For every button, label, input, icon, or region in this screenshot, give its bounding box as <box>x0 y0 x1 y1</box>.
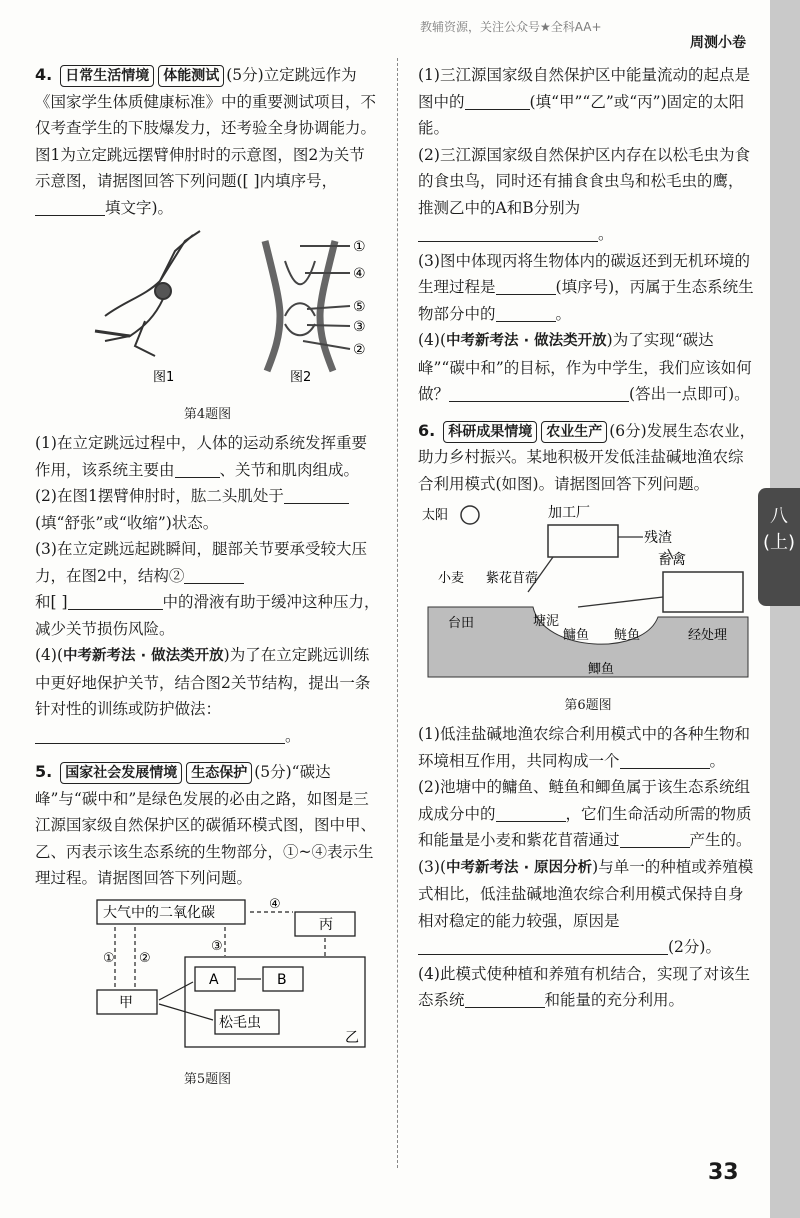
q4-s4-text: 为了在立定跳远训练中更好地保护关节，结合图2关节结构，提出一条针对性的训练或防护做法： <box>35 646 371 718</box>
q4-s3-text: (3)在立定跳远起跳瞬间，腿部关节要承受较大压力，在图2中，结构② <box>35 540 367 585</box>
label-3: ③ <box>353 319 366 335</box>
livestock-label: 畜禽 <box>658 552 686 568</box>
q6-s2-end: 产生的。 <box>689 831 752 849</box>
q4-intro <box>35 62 380 221</box>
left-column <box>35 62 380 1096</box>
q5-tag-context: 国家社会发展情境 <box>60 762 182 784</box>
q5-s4-end: (答出一点即可)。 <box>629 385 750 403</box>
bighead-label: 鳙鱼 <box>563 628 590 643</box>
q5-sub4: (4)(中考新考法 · 做法类开放)为了实现“碳达峰”“碳中和”的目标，作为中学生，我们应该如何做？ (答出一点即可)。 <box>418 331 752 403</box>
q6-s3-end: (2分)。 <box>668 938 721 956</box>
barn-icon <box>663 572 743 612</box>
page-edge <box>770 0 800 1218</box>
blank[interactable] <box>35 197 105 216</box>
num-4: ④ <box>269 896 281 912</box>
fig2-caption: 图2 <box>290 370 312 385</box>
q5-s1-text: (1)三江源国家级自然保护区中能量流动的起点是图中的 <box>418 66 750 111</box>
q5-tag-topic: 生态保护 <box>186 762 252 784</box>
right-column <box>418 62 758 1014</box>
sun-label: 太阳 <box>422 508 449 523</box>
blank[interactable] <box>449 383 629 402</box>
q4-tag-context: 日常生活情境 <box>60 65 154 87</box>
q4-number: 4. <box>35 65 53 84</box>
caterpillar-box: 松毛虫 <box>219 1014 261 1031</box>
co2-box: 大气中的二氧化碳 <box>103 904 215 921</box>
page-number: 33 <box>708 1160 739 1185</box>
blank[interactable] <box>418 936 668 955</box>
column-divider <box>397 58 398 1168</box>
q6-s3-tag: 中考新考法 · 原因分析 <box>446 859 593 876</box>
q6-s1-text: (1)低洼盐碱地渔农综合利用模式中的各种生物和环境相互作用，共同构成一个 <box>418 725 750 770</box>
q6-s2-mid: ，它们生命活动所需的物质和能量是小麦和紫花苜蓿通过 <box>418 804 752 849</box>
q5-intro <box>35 759 380 892</box>
q6-sub1 <box>418 721 758 774</box>
q6-sub4 <box>418 961 758 1014</box>
blank[interactable] <box>35 725 285 744</box>
q5-s1-end: (填“甲”“乙”或“丙”)固定的太阳能。 <box>418 92 745 137</box>
q4-s4-tag: 中考新考法 · 做法类开放 <box>63 648 224 664</box>
q4-tag-topic: 体能测试 <box>158 65 224 87</box>
q4-sub1 <box>35 430 380 483</box>
q6-s3-text: 与单一的种植或养殖模式相比，低洼盐碱地渔农综合利用模式保持自身相对稳定的能力较强，原因是 <box>418 857 754 930</box>
num-2: ② <box>139 950 151 966</box>
field-label: 台田 <box>448 616 475 631</box>
q6-intro-text: (6分)发展生态农业，助力乡村振兴。某地积极开发低洼盐碱地渔农综合利用模式(如图)。请据图回答下列问题。 <box>418 421 756 493</box>
jumper-figure <box>95 231 200 356</box>
blank[interactable] <box>284 485 349 504</box>
q6-caption: 第6题图 <box>564 697 612 713</box>
blank[interactable] <box>175 459 220 478</box>
alfalfa-label: 紫花苜蓿 <box>486 571 539 586</box>
q5-s3-text: (3)图中体现丙将生物体内的碳返还到无机环境的生理过程是 <box>418 251 750 296</box>
q6-tag-context: 科研成果情境 <box>443 421 537 443</box>
fig1-caption: 图1 <box>153 370 175 385</box>
blank[interactable] <box>465 91 530 110</box>
q5-s2-text: (2)三江源国家级自然保护区内存在以松毛虫为食的食虫鸟，同时还有捕食食虫鸟和松毛虫的鹰，推测乙中的A和B分别为 <box>418 145 750 217</box>
q4-sub2 <box>35 483 380 536</box>
q6-sub3: (3)(中考新考法 · 原因分析)与单一的种植或养殖模式相比，低洼盐碱地渔农综合利用模式保持自身相对稳定的能力较强，原因是(2分)。 <box>418 857 754 956</box>
factory-label: 加工厂 <box>548 505 590 521</box>
blank[interactable] <box>184 565 244 584</box>
label-4: ④ <box>353 266 366 282</box>
q5-number: 5. <box>35 762 53 781</box>
q6-s2-text: (2)池塘中的鳙鱼、鲢鱼和鲫鱼属于该生态系统组成成分中的 <box>418 778 750 823</box>
q4-intro-text: (5分)立定跳远作为《国家学生体质健康标准》中的重要测试项目，不仅考查学生的下肢爆发力，还考验全身协调能力。图1为立定跳远摆臂伸肘时的示意图，图2为关节示意图，请据图回答下列问题([ ]内填序号， <box>35 66 377 190</box>
mud-label: 塘泥 <box>533 614 560 629</box>
jia-box: 甲 <box>119 994 133 1011</box>
q6-number: 6. <box>418 420 436 440</box>
sun-icon <box>461 506 479 524</box>
num-1: ① <box>103 950 115 966</box>
crucian-label: 鲫鱼 <box>588 662 615 677</box>
wheat-label: 小麦 <box>438 571 465 586</box>
q6-s1-end: 。 <box>709 751 726 770</box>
q5-sub3 <box>418 248 758 328</box>
blank[interactable] <box>68 591 163 610</box>
top-notice: 教辅资源，关注公众号★全科AA+ <box>420 20 602 34</box>
q5-sub1 <box>418 62 758 142</box>
blank[interactable] <box>620 750 710 769</box>
q6-intro <box>418 418 758 498</box>
q5-s3-mid: (填序号)，丙属于生态系统生物部分中的 <box>418 278 754 323</box>
residue-label: 残渣 <box>644 530 672 546</box>
chapter-tab: 八(上) <box>758 488 800 606</box>
q6-s4-text: (4)此模式使种植和养殖有机结合，实现了对该生态系统 <box>418 964 750 1009</box>
q4-sub3 <box>35 536 380 642</box>
label-5: ⑤ <box>353 299 366 315</box>
q4-caption: 第4题图 <box>183 406 232 422</box>
q4-s2-end: (填“舒张”或“收缩”)状态。 <box>35 513 219 532</box>
q5-intro-text: (5分)“碳达峰”与“碳中和”是绿色发展的必由之路，如图是三江源国家级自然保护区的碳循环模式图，图中甲、乙、丙表示该生态系统的生物部分，①~④表示生理过程。请据图回答下列问题。 <box>35 763 377 887</box>
q5-sub2 <box>418 142 758 248</box>
q4-figures <box>35 221 380 391</box>
silver-label: 鲢鱼 <box>614 628 641 643</box>
q4-s3-end: 中的滑液有助于缓冲这种压力，减少关节损伤风险。 <box>35 593 380 638</box>
joint-figure <box>265 241 350 371</box>
blank[interactable] <box>496 803 566 822</box>
blank[interactable] <box>418 223 598 242</box>
q6-sub2 <box>418 774 758 854</box>
treat-label: 经处理 <box>688 628 728 643</box>
q6-farm-diagram <box>418 497 758 682</box>
factory-icon <box>548 525 618 557</box>
q4-s3-mid: 和[ ] <box>35 593 68 611</box>
q4-s1-text: (1)在立定跳远过程中，人体的运动系统发挥重要作用，该系统主要由 <box>35 434 367 479</box>
blank[interactable] <box>620 829 690 848</box>
q4-s1-end: 、关节和肌肉组成。 <box>219 460 360 479</box>
q5-s4-text: 为了实现“碳达峰”“碳中和”的目标，作为中学生，我们应该如何做？ <box>418 331 752 403</box>
q6-s4-end: 和能量的充分利用。 <box>544 991 685 1009</box>
q4-sub4: (4)(中考新考法 · 做法类开放)为了在立定跳远训练中更好地保护关节，结合图2关节结构，提出一条针对性的训练或防护做法：。 <box>35 646 371 745</box>
label-2: ② <box>353 342 366 358</box>
header-label: 周测小卷 <box>690 35 746 51</box>
q5-carbon-diagram <box>35 892 380 1057</box>
q5-s2-end: 。 <box>598 225 614 243</box>
blank[interactable] <box>465 989 545 1008</box>
q5-caption: 第5题图 <box>183 1072 232 1087</box>
blank[interactable] <box>496 276 556 295</box>
bing-box: 丙 <box>319 916 333 933</box>
q5-s4-tag: 中考新考法 · 做法类开放 <box>446 333 607 349</box>
a-box: A <box>209 971 219 988</box>
yi-label: 乙 <box>345 1029 359 1046</box>
q4-s4-end: 。 <box>285 726 301 745</box>
num-3: ③ <box>211 938 223 954</box>
blank[interactable] <box>496 303 556 322</box>
q5-s3-end: 。 <box>555 304 572 323</box>
label-1: ① <box>353 239 366 255</box>
q4-s2-text: (2)在图1摆臂伸肘时，肱二头肌处于 <box>35 487 284 505</box>
b-box: B <box>277 971 287 988</box>
q4-intro-end: 填文字)。 <box>105 198 174 217</box>
q6-tag-topic: 农业生产 <box>541 421 607 443</box>
